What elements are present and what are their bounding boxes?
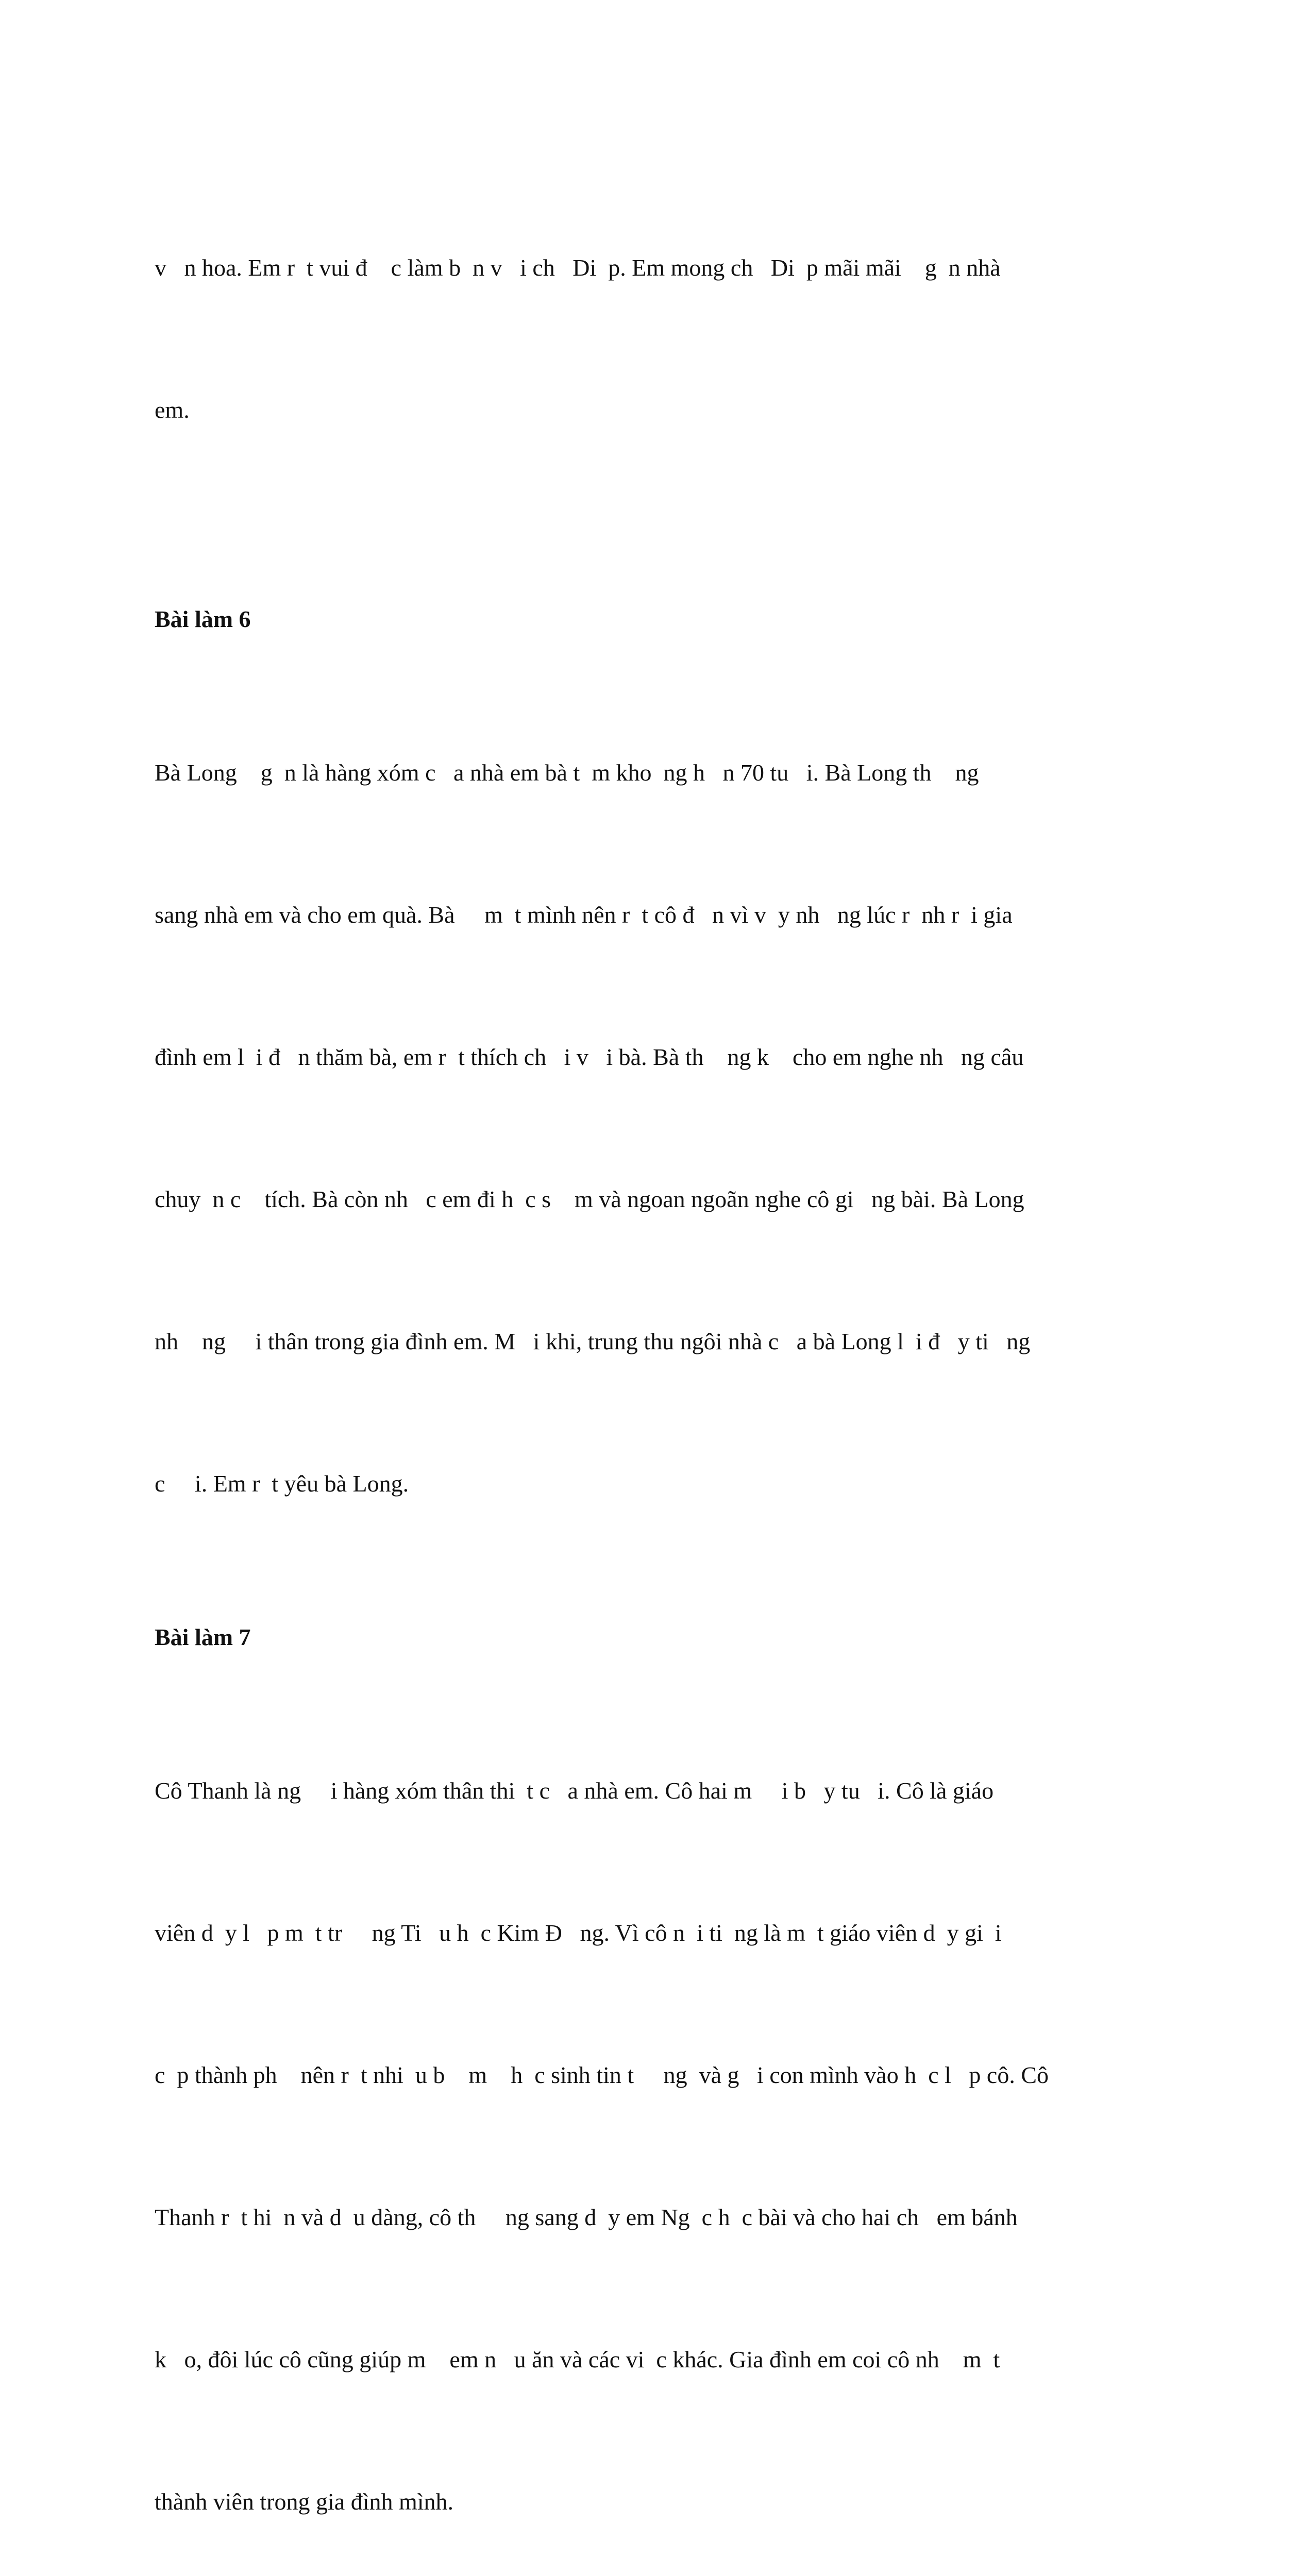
text-line: Thanh r t hi n và d u dàng, cô th ng sang d y em Ng c h c bài và cho hai ch em bánh: [155, 2204, 1018, 2230]
text-line: Bà Long g n là hàng xóm c a nhà em bà t m kho ng h n 70 tu i. Bà Long th ng: [155, 759, 979, 786]
text-line: nh ng i thân trong gia đình em. M i khi, trung thu ngôi nhà c a bà Long l i đ y ti ng: [155, 1328, 1031, 1354]
text-line: Cô Thanh là ng i hàng xóm thân thi t c a nhà em. Cô hai m i b y tu i. Cô là giáo: [155, 1777, 994, 1804]
section-heading: Bài làm 7: [155, 1624, 251, 1650]
document-page: [155, 149, 1159, 2576]
text-line: đình em l i đ n thăm bà, em r t thích ch i v i bà. Bà th ng k cho em nghe nh ng câu: [155, 1044, 1024, 1070]
section-paragraph: [155, 1672, 1159, 2576]
text-line: em.: [155, 397, 190, 423]
intro-paragraph: [155, 149, 1159, 529]
section-heading: Bài làm 6: [155, 606, 251, 632]
text-line: c p thành ph nên r t nhi u b m h c sinh tin t ng và g i con mình vào h c l p cô. Cô: [155, 2062, 1049, 2088]
section-paragraph: [155, 654, 1159, 1602]
text-line: c i. Em r t yêu bà Long.: [155, 1470, 409, 1497]
text-line: chuy n c tích. Bà còn nh c em đi h c s m và ngoan ngoãn nghe cô gi ng bài. Bà Long: [155, 1186, 1024, 1212]
text-line: v n hoa. Em r t vui đ c làm b n v i ch Di p. Em mong ch Di p mãi mãi g n nhà: [155, 255, 1001, 281]
text-line: thành viên trong gia đình mình.: [155, 2488, 454, 2515]
text-line: viên d y l p m t tr ng Ti u h c Kim Đ ng. Vì cô n i ti ng là m t giáo viên d y gi i: [155, 1920, 1002, 1946]
text-line: k o, đôi lúc cô cũng giúp m em n u ăn và các vi c khác. Gia đình em coi cô nh m t: [155, 2346, 1000, 2372]
text-line: sang nhà em và cho em quà. Bà m t mình nên r t cô đ n vì v y nh ng lúc r nh r i gia: [155, 902, 1013, 928]
